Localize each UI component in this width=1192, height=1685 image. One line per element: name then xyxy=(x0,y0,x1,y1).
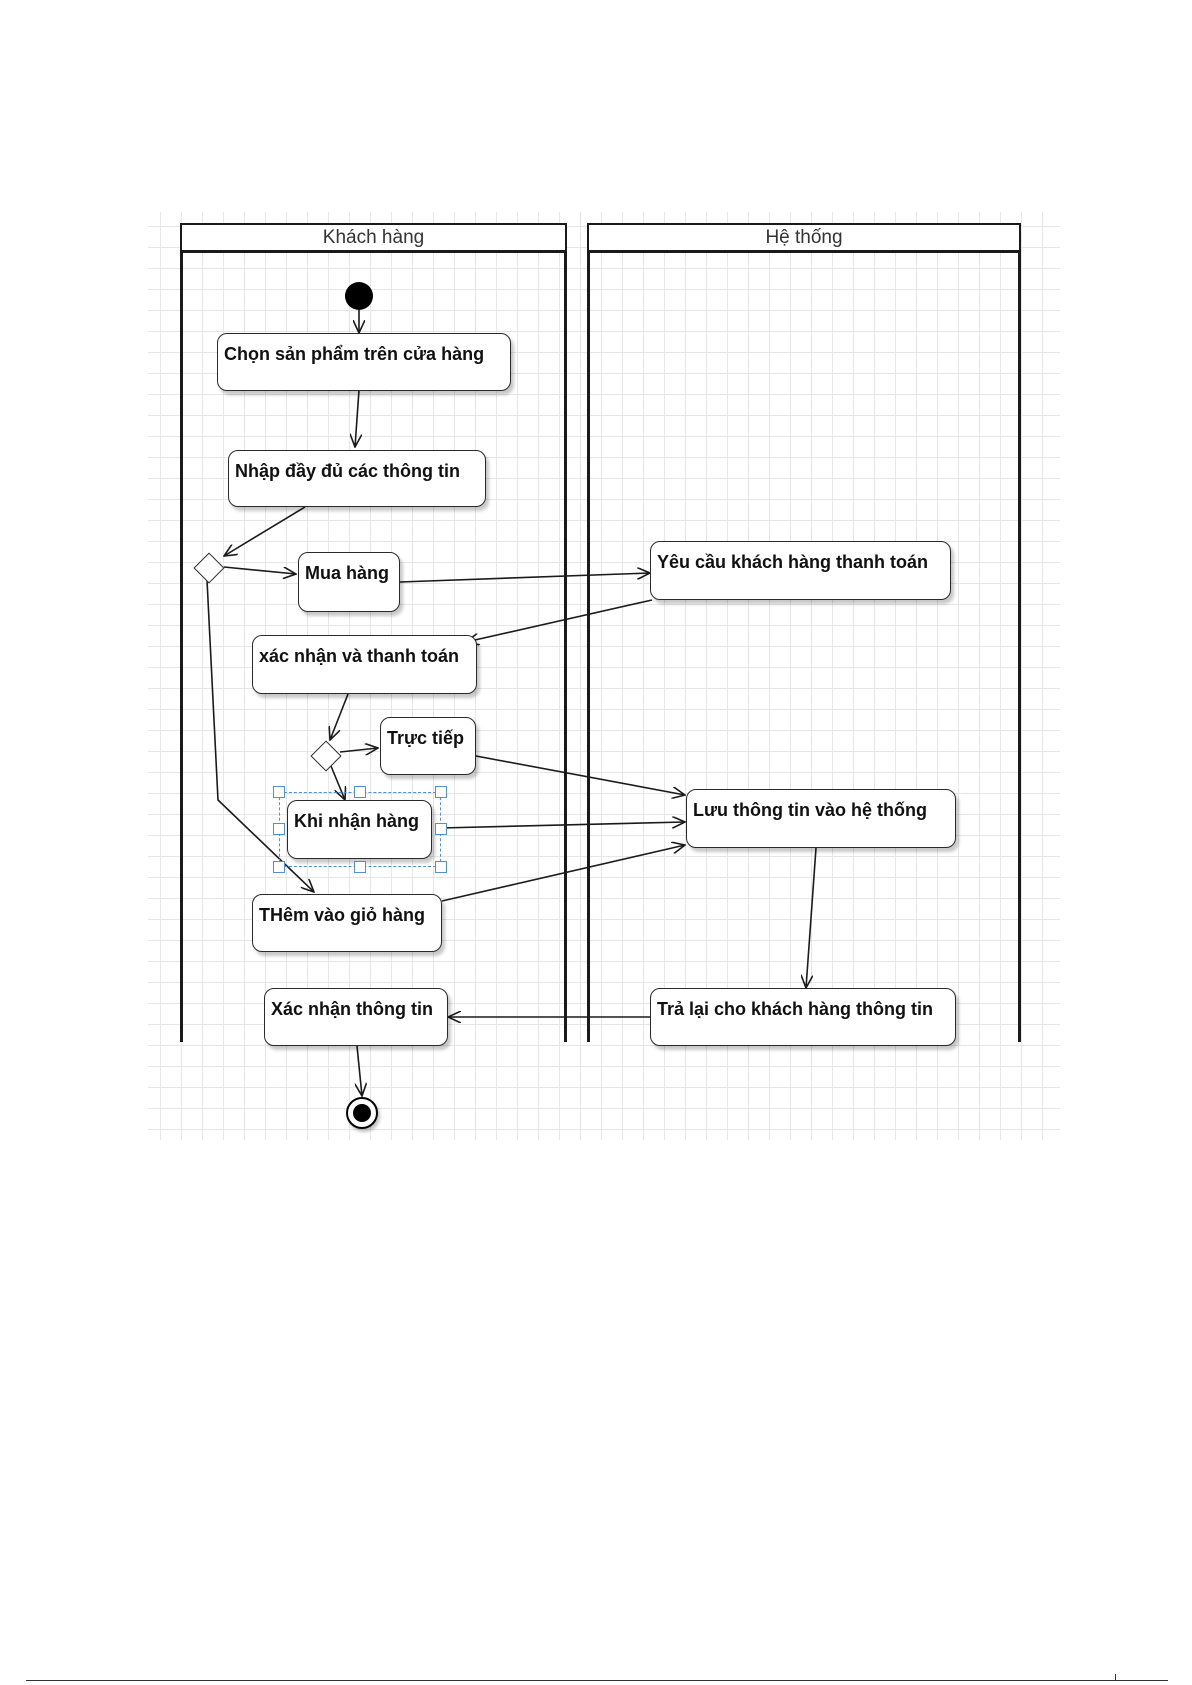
final-node[interactable] xyxy=(346,1097,378,1129)
activity-confirm-and-pay[interactable]: xác nhận và thanh toán xyxy=(252,635,477,694)
activity-request-payment[interactable]: Yêu cầu khách hàng thanh toán xyxy=(650,541,951,600)
edge-choose-to-enter xyxy=(355,390,359,447)
edge-onreceive-to-save xyxy=(441,822,685,828)
activity-save-info[interactable]: Lưu thông tin vào hệ thống xyxy=(686,789,956,848)
edge-direct-to-save xyxy=(476,756,685,795)
edge-buy-to-request xyxy=(400,573,650,582)
resize-handle-w[interactable] xyxy=(273,823,285,835)
edge-decision2-to-direct xyxy=(340,748,378,752)
activity-confirm-info[interactable]: Xác nhận thông tin xyxy=(264,988,448,1046)
page-footer-rule xyxy=(26,1680,1168,1681)
selection-box xyxy=(279,792,441,867)
resize-handle-ne[interactable] xyxy=(435,786,447,798)
activity-enter-info[interactable]: Nhập đầy đủ các thông tin xyxy=(228,450,486,507)
edge-confirminfo-to-end xyxy=(357,1046,362,1096)
resize-handle-se[interactable] xyxy=(435,861,447,873)
resize-handle-n[interactable] xyxy=(354,786,366,798)
edge-enter-to-decision1 xyxy=(224,507,305,556)
activity-on-receive[interactable]: Khi nhận hàng xyxy=(287,800,432,859)
edge-save-to-return xyxy=(806,848,816,988)
activity-buy[interactable]: Mua hàng xyxy=(298,552,400,612)
edge-request-to-confirmpay xyxy=(466,600,652,642)
activity-direct[interactable]: Trực tiếp xyxy=(380,717,476,775)
initial-node[interactable] xyxy=(345,282,373,310)
activity-add-to-cart[interactable]: THêm vào giỏ hàng xyxy=(252,894,442,952)
page-footer-tick xyxy=(1115,1674,1116,1681)
resize-handle-nw[interactable] xyxy=(273,786,285,798)
edge-addcart-to-save xyxy=(442,845,685,901)
edge-decision1-to-buy xyxy=(224,567,296,574)
swimlane-header-customer[interactable]: Khách hàng xyxy=(180,223,567,253)
resize-handle-sw[interactable] xyxy=(273,861,285,873)
activity-choose-product[interactable]: Chọn sản phẩm trên cửa hàng xyxy=(217,333,511,391)
activity-return-info[interactable]: Trả lại cho khách hàng thông tin xyxy=(650,988,956,1046)
resize-handle-e[interactable] xyxy=(435,823,447,835)
resize-handle-s[interactable] xyxy=(354,861,366,873)
edge-confirmpay-to-decision2 xyxy=(330,694,348,740)
swimlane-header-system[interactable]: Hệ thống xyxy=(587,223,1021,253)
